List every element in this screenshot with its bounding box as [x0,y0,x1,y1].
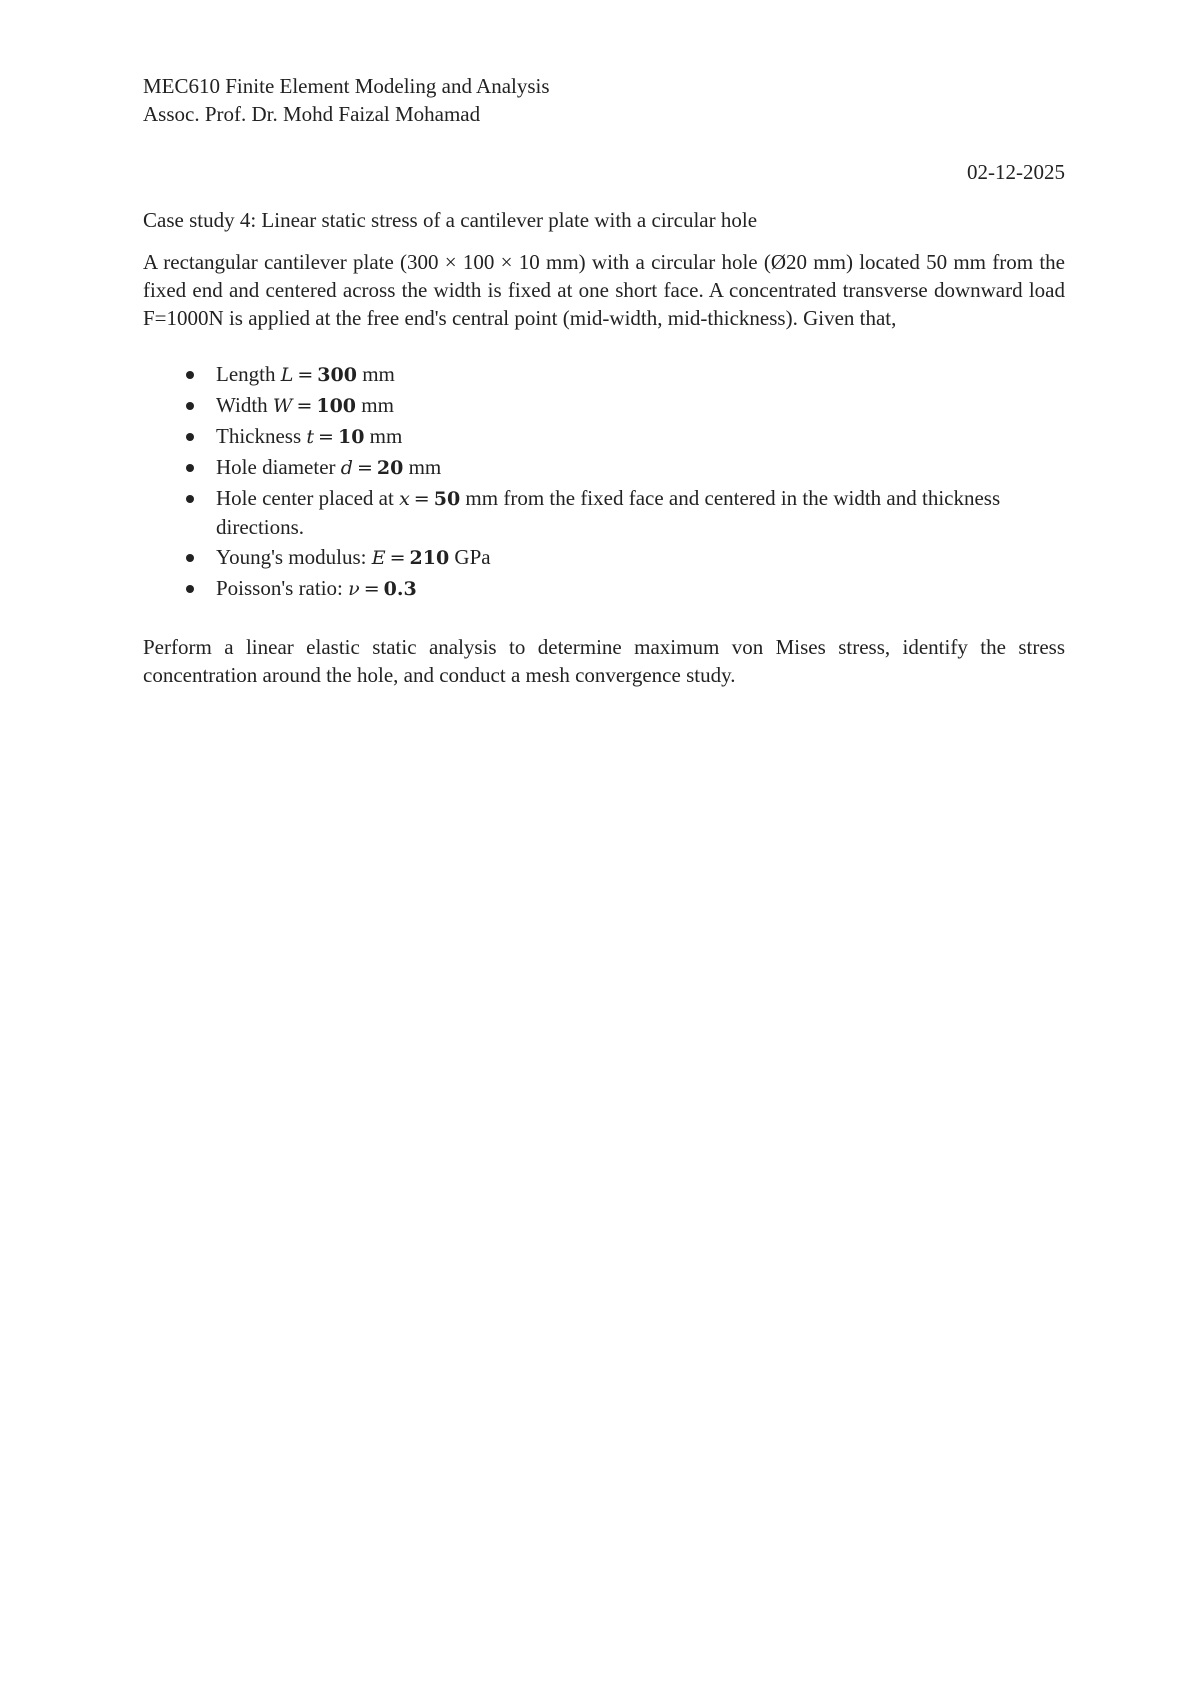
parameter-list [143,360,1065,603]
bullet-icon [186,464,194,472]
course-title: MEC610 Finite Element Modeling and Analysis [143,74,550,98]
list-item: Poisson's ratio: ν = 0.3 [143,574,1065,603]
document-date: 02-12-2025 [967,160,1065,184]
list-item: Width W = 100 mm [143,391,1065,420]
problem-description: A rectangular cantilever plate (300 × 100 × 10 mm) with a circular hole (Ø20 mm) located 50 mm from the fixed end and centered across the width is fixed at one short face. A concentrated transverse downward load F=1000N is applied at the free end's central point (mid-width, mid-thickness). Given that, [143,250,1065,330]
lecturer-name: Assoc. Prof. Dr. Mohd Faizal Mohamad [143,102,481,126]
bullet-icon [186,585,194,593]
document-page [143,72,1065,689]
list-item: Hole diameter d = 20 mm [143,453,1065,482]
case-study-title: Case study 4: Linear static stress of a cantilever plate with a circular hole [143,208,758,232]
list-item: Young's modulus: E = 210 GPa [143,543,1065,572]
bullet-icon [186,554,194,562]
bullet-icon [186,402,194,410]
list-item: Hole center placed at x = 50 mm from the fixed face and centered in the width and thickness directions. [143,484,1065,541]
task-statement: Perform a linear elastic static analysis to determine maximum von Mises stress, identify the stress concentration around the hole, and conduct a mesh convergence study. [143,635,1065,687]
bullet-icon [186,433,194,441]
list-item: Length L = 300 mm [143,360,1065,389]
bullet-icon [186,371,194,379]
bullet-icon [186,495,194,503]
list-item: Thickness t = 10 mm [143,422,1065,451]
